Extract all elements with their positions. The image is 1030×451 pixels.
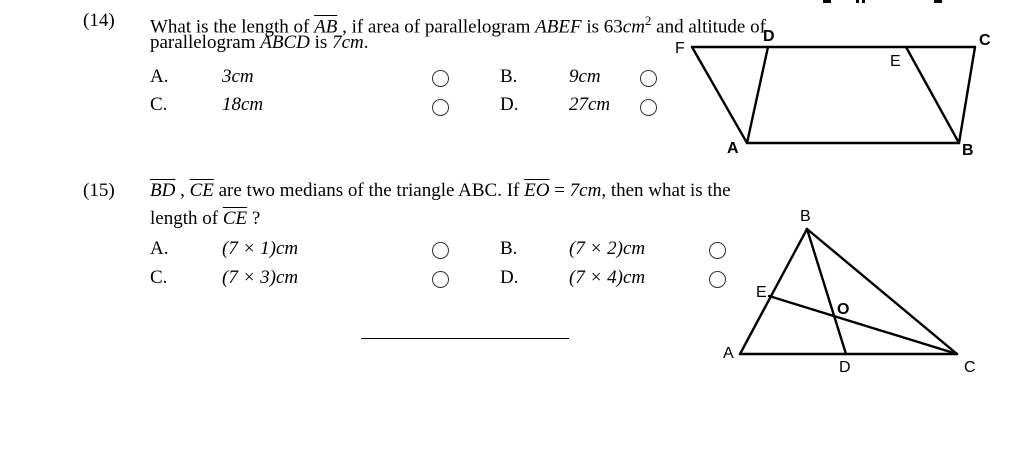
- q14-option-d-radio[interactable]: [640, 99, 657, 116]
- q14-question-line1: What is the length of $\overline{AB}$ , if area of parallelogram ABEF is $63cm^2$ and altitude of: [150, 13, 766, 38]
- label-a: A: [727, 140, 739, 157]
- q14-option-c-letter: C.: [150, 94, 168, 115]
- side-bc: [807, 229, 957, 354]
- median-ce: [769, 296, 957, 354]
- q15-option-c-value: (7 × 3)cm: [222, 267, 299, 288]
- parallelogram-abef: ABEF: [535, 16, 582, 38]
- q14-option-b-letter: B.: [500, 66, 518, 87]
- q14-number: (14): [83, 10, 115, 31]
- label-d: D: [839, 359, 851, 376]
- side-ab: [740, 229, 807, 354]
- q15-option-c-radio[interactable]: [432, 271, 449, 288]
- segment-eb: [906, 47, 959, 143]
- q15-number: (15): [83, 180, 115, 201]
- label-b: B: [800, 208, 811, 225]
- q14-question-line2: parallelogram ABCD is 7cm.: [150, 32, 369, 53]
- q15-question-line1: $\overline{BD}$ , $\overline{CE}$ are two medians of the triangle ABC. If $\overline{EO} = 7cm$, then what is the: [150, 180, 731, 201]
- segment-ad: [747, 47, 768, 143]
- q15-option-a-value: (7 × 1)cm: [222, 238, 299, 259]
- q14-parallelogram-figure: [670, 0, 1000, 165]
- median-bd: [807, 229, 846, 354]
- q15-option-a-radio[interactable]: [432, 242, 449, 259]
- q15-question-line2: length of $\overline{CE}$ ?: [150, 208, 261, 229]
- q14-option-a-radio[interactable]: [432, 70, 449, 87]
- q14-option-b-radio[interactable]: [640, 70, 657, 87]
- label-f: F: [675, 40, 685, 57]
- label-c: C: [979, 32, 991, 49]
- q15-option-a-letter: A.: [150, 238, 169, 259]
- label-o: O: [837, 301, 850, 318]
- label-e: E: [890, 53, 901, 70]
- q14-option-a-value: 3cm: [222, 66, 254, 87]
- segment-ce-2: $\overline{CE}$: [222, 208, 248, 229]
- segment-bd: $\overline{BD}$: [150, 180, 176, 201]
- end-separator: [361, 338, 569, 339]
- segment-eo: $\overline{EO}$: [524, 180, 550, 201]
- q15-triangle-figure: [720, 200, 990, 385]
- eo-value: 7cm: [569, 180, 602, 201]
- q14-option-d-value: 27cm: [569, 94, 611, 115]
- parallelogram-abcd: ABCD: [260, 32, 310, 53]
- q14-option-c-value: 18cm: [222, 94, 264, 115]
- label-b: B: [962, 142, 974, 159]
- q15-option-b-value: (7 × 2)cm: [569, 238, 646, 259]
- q15-option-b-letter: B.: [500, 238, 518, 259]
- label-a: A: [723, 345, 734, 362]
- label-c: C: [964, 359, 976, 376]
- segment-ab: $\overline{AB}$: [314, 16, 338, 38]
- segment-fa: [692, 47, 747, 143]
- q15-option-d-letter: D.: [500, 267, 519, 288]
- altitude-value: 7cm: [332, 32, 364, 53]
- q14-option-b-value: 9cm: [569, 66, 601, 87]
- label-d: D: [763, 28, 775, 45]
- segment-ce: $\overline{CE}$: [189, 180, 214, 201]
- area-value: 63: [603, 16, 623, 38]
- q14-option-a-letter: A.: [150, 66, 169, 87]
- q15-option-d-value: (7 × 4)cm: [569, 267, 646, 288]
- segment-cb: [959, 47, 975, 143]
- q15-option-c-letter: C.: [150, 267, 168, 288]
- q14-option-d-letter: D.: [500, 94, 519, 115]
- label-e: E: [756, 284, 767, 301]
- q14-option-c-radio[interactable]: [432, 99, 449, 116]
